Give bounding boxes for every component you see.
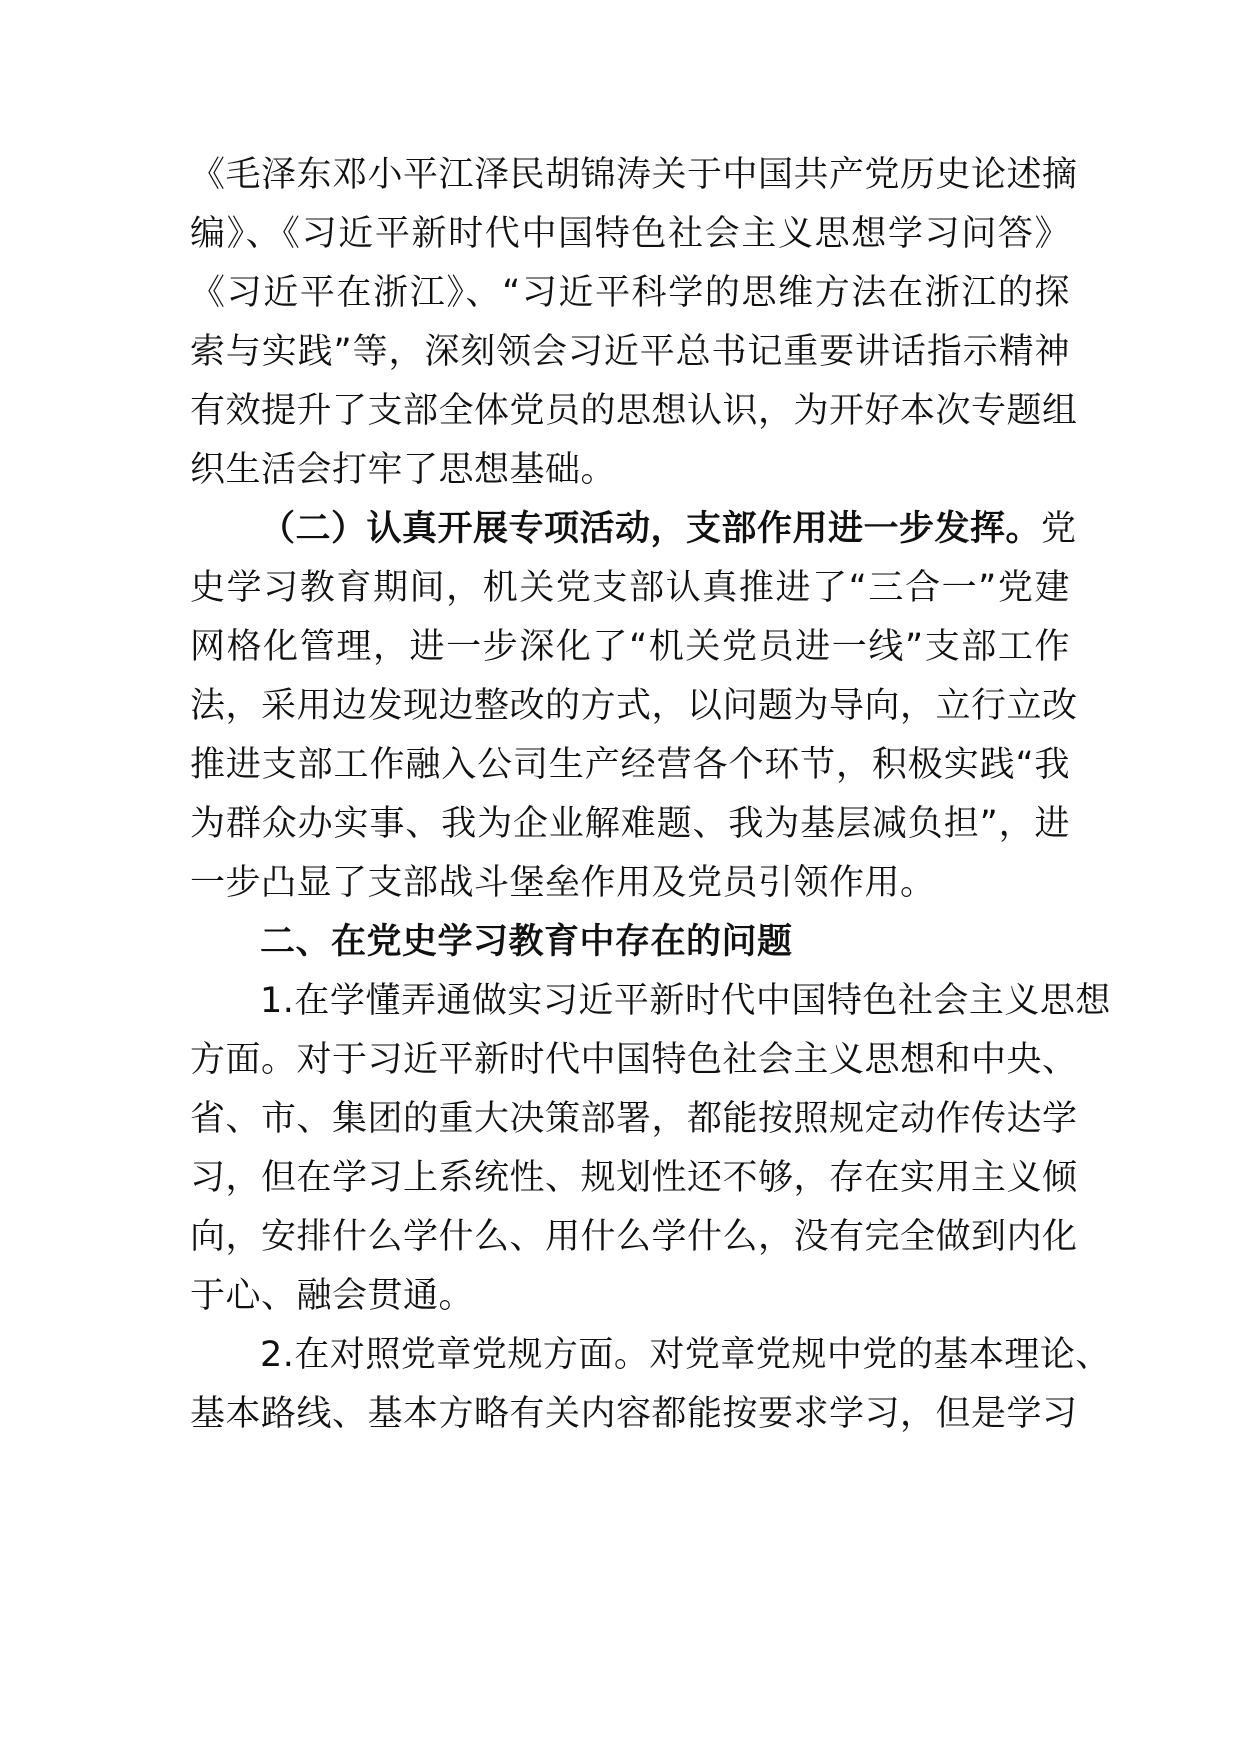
paragraph-line: 有效提升了支部全体党员的思想认识，为开好本次专题组 [190, 391, 1078, 431]
paragraph-line: 方面。对于习近平新时代中国特色社会主义思想和中央、 [190, 1040, 1078, 1080]
paragraph-line: 向，安排什么学什么、用什么学什么，没有完全做到内化 [190, 1217, 1078, 1257]
paragraph-line: 织生活会打牢了思想基础。 [190, 450, 617, 490]
paragraph-line: 史学习教育期间，机关党支部认真推进了“三合一”党建 [190, 568, 1070, 608]
paragraph-line: 省、市、集团的重大决策部署，都能按照规定动作传达学 [190, 1099, 1078, 1139]
paragraph-line: 《毛泽东邓小平江泽民胡锦涛关于中国共产党历史论述摘 [190, 155, 1078, 195]
section-heading-paragraph [260, 496, 1077, 562]
paragraph-text: 党 [1041, 509, 1077, 549]
paragraph-line: 于心、融会贯通。 [190, 1276, 475, 1316]
paragraph-line: 基本路线、基本方略有关内容都能按要求学习，但是学习 [190, 1394, 1078, 1434]
paragraph-line: 为群众办实事、我为企业解难题、我为基层减负担”，进 [190, 804, 1070, 844]
paragraph-line: 法，采用边发现边整改的方式，以问题为导向，立行立改 [190, 686, 1078, 726]
paragraph-line: 1.在学懂弄通做实习近平新时代中国特色社会主义思想 [260, 981, 1111, 1021]
paragraph-line: 编》、《习近平新时代中国特色社会主义思想学习问答》 [190, 214, 1070, 254]
paragraph-line: 习，但在学习上系统性、规划性还不够，存在实用主义倾 [190, 1158, 1078, 1198]
paragraph-line: 《习近平在浙江》、“习近平科学的思维方法在浙江的探 [190, 273, 1070, 313]
paragraph-line: 推进支部工作融入公司生产经营各个环节，积极实践“我 [190, 745, 1070, 785]
paragraph-line: 一步凸显了支部战斗堡垒作用及党员引领作用。 [190, 863, 936, 903]
section-heading-bold: （二）认真开展专项活动，支部作用进一步发挥。 [260, 509, 1042, 549]
paragraph-line: 网格化管理，进一步深化了“机关党员进一线”支部工作 [190, 627, 1070, 667]
paragraph-line: 索与实践”等，深刻领会习近平总书记重要讲话指示精神 [190, 332, 1070, 372]
paragraph-line: 2.在对照党章党规方面。对党章党规中党的基本理论、 [260, 1335, 1111, 1375]
section-title: 二、在党史学习教育中存在的问题 [260, 922, 793, 962]
